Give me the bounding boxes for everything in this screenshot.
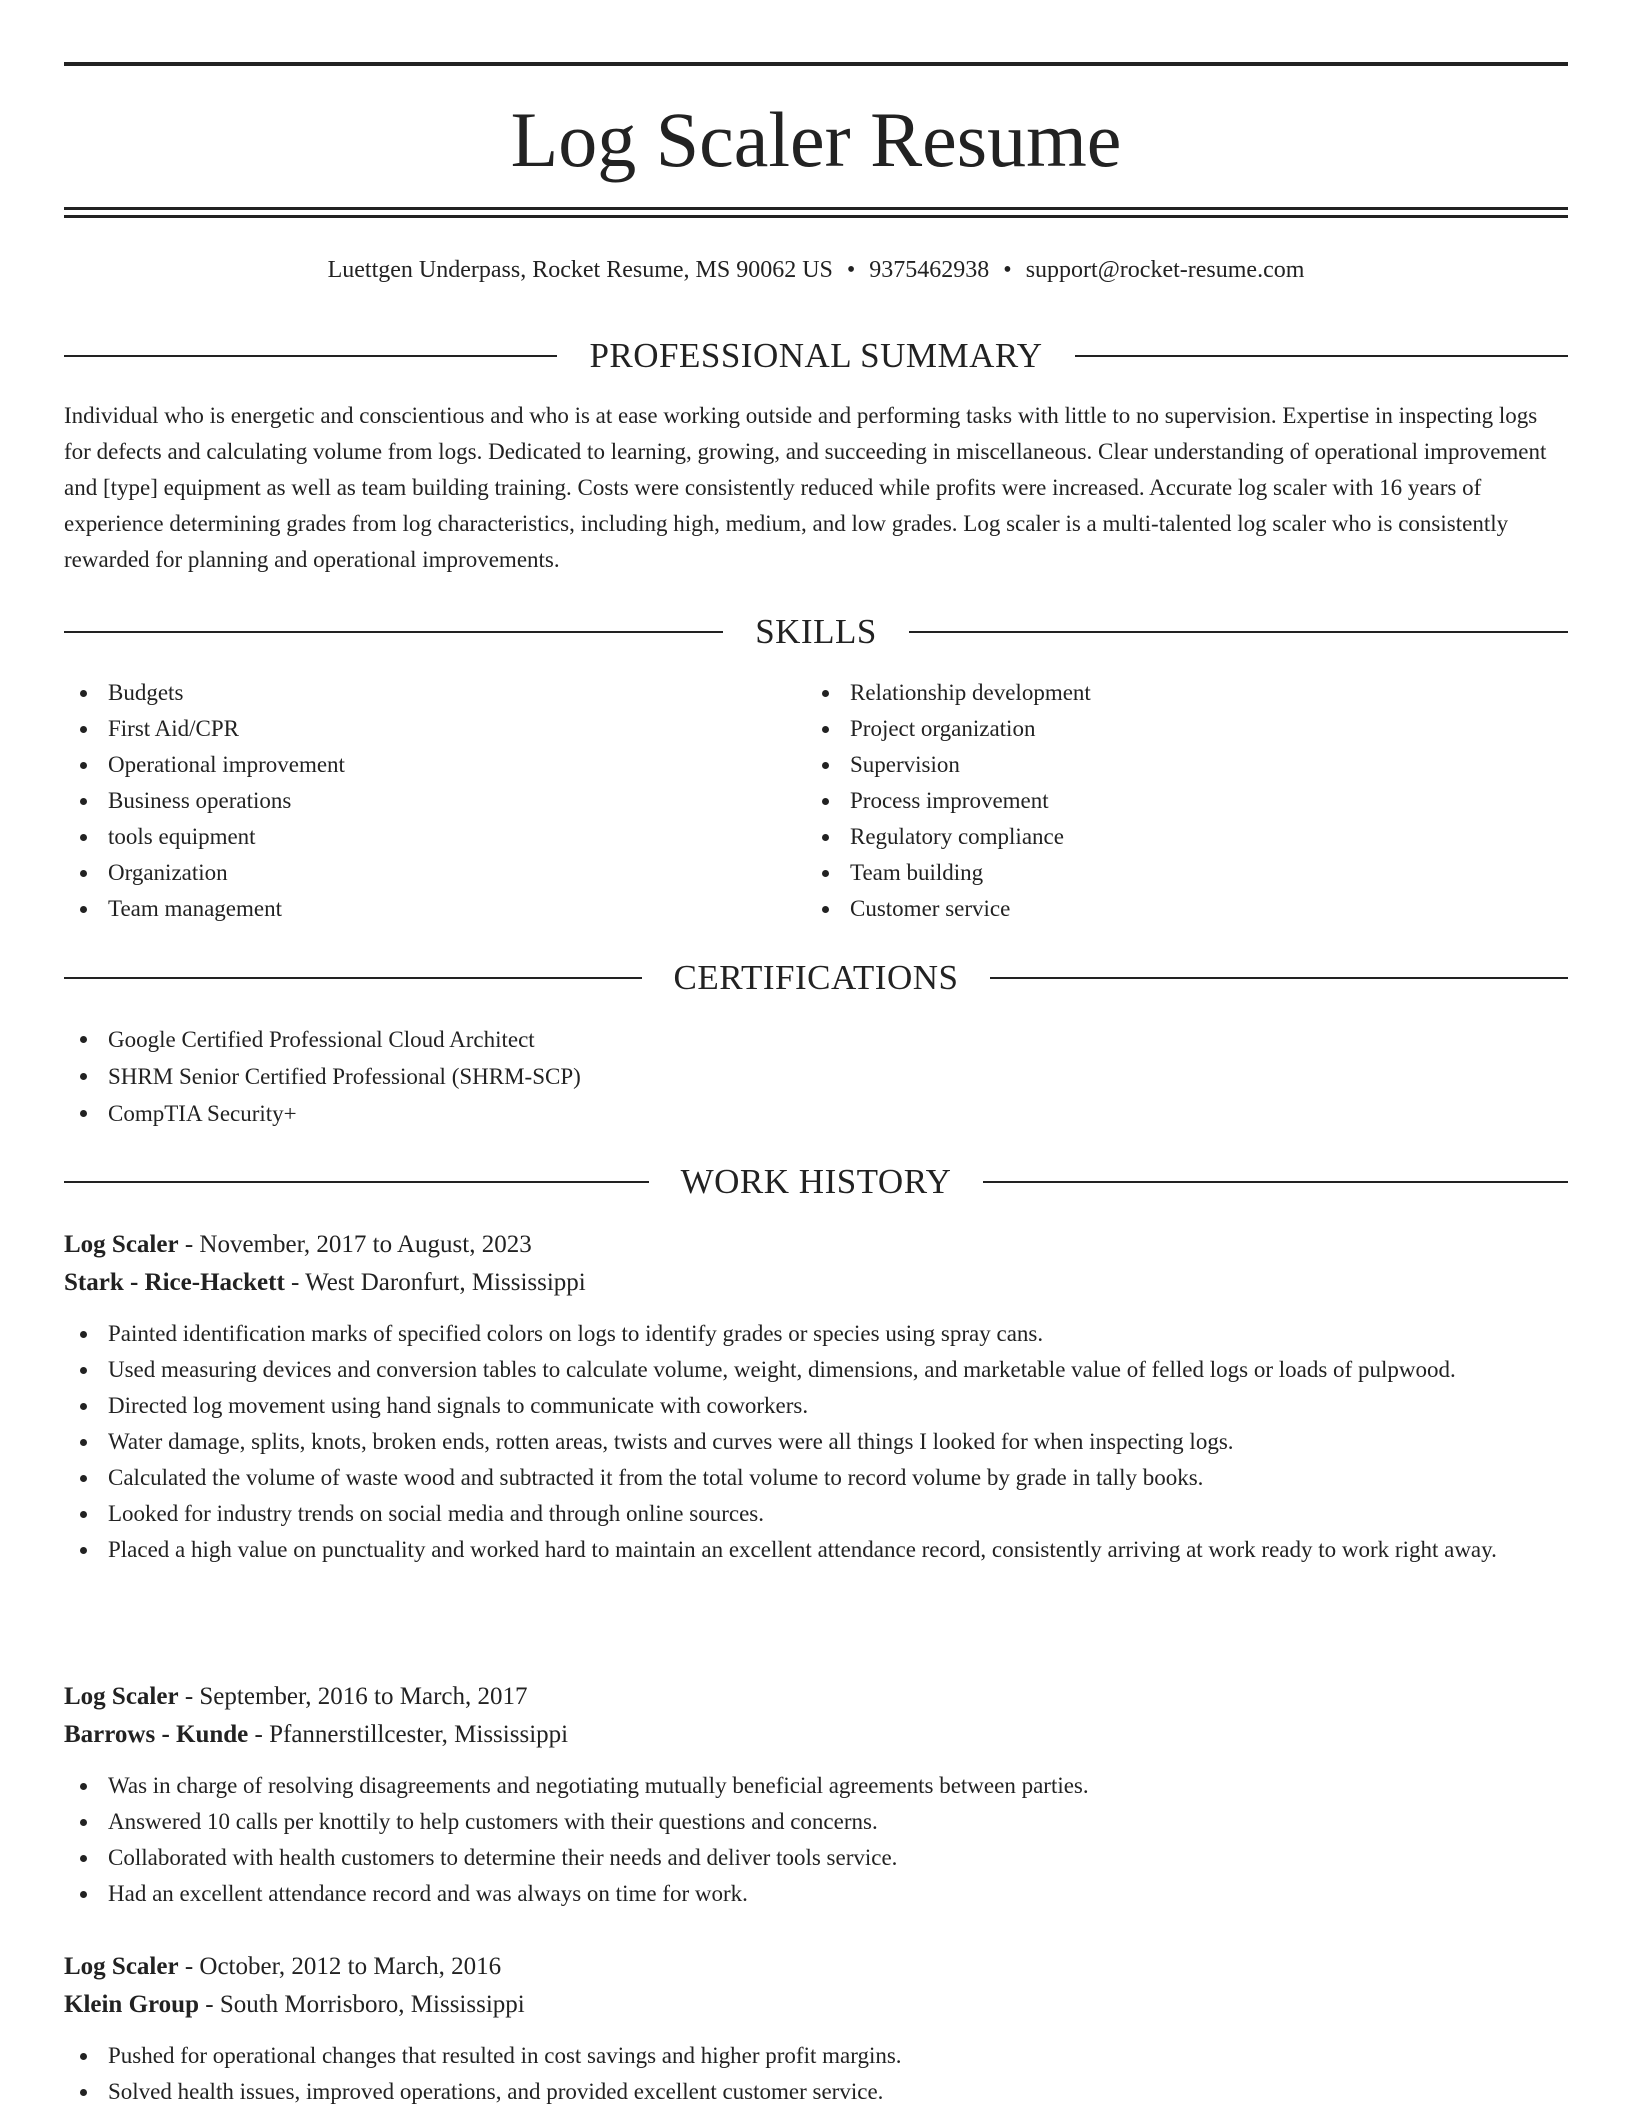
skills-list-left <box>64 675 764 927</box>
job-dates: - October, 2012 to March, 2016 <box>178 1953 502 1980</box>
job-duty: Directed log movement using hand signals to communicate with coworkers. <box>64 1388 1568 1424</box>
certification-item: Google Certified Professional Cloud Architect <box>64 1021 1568 1058</box>
top-rule <box>64 62 1568 66</box>
heading-rule-left <box>64 1181 649 1183</box>
job-title: Log Scaler <box>64 1683 179 1710</box>
skills-heading-label: SKILLS <box>755 612 877 651</box>
skill-item: Process improvement <box>806 783 1506 819</box>
job-duties-list <box>64 1316 1568 1568</box>
job-location: - Pfannerstillcester, Mississippi <box>248 1721 569 1748</box>
skill-item: Relationship development <box>806 675 1506 711</box>
job-title-line <box>64 1678 1568 1716</box>
skill-item: Business operations <box>64 783 764 819</box>
contact-line <box>64 254 1568 286</box>
contact-address: Luettgen Underpass, Rocket Resume, MS 90062 US <box>327 257 833 283</box>
job-duties-list <box>64 1768 1568 1912</box>
heading-rule-right <box>1075 355 1568 357</box>
job-title: Log Scaler <box>64 1953 179 1980</box>
job-duty: Pushed for operational changes that resulted in cost savings and higher profit margins. <box>64 2038 1568 2074</box>
title-rule-lower <box>64 215 1568 218</box>
job-duty: Painted identification marks of specified colors on logs to identify grades or species using spray cans. <box>64 1316 1568 1352</box>
summary-text: Individual who is energetic and conscientious and who is at ease working outside and performing tasks with little to no supervision. Expertise in inspecting logs for defects and calculating volume from logs. Dedicated to learning, growing, and succeeding in miscellaneous. Clear understanding of operational improvement and [type] equipment as well as team building training. Costs were consistently reduced while profits were increased. Accurate log scaler with 16 years of experience determining grades from log characteristics, including high, medium, and low grades. Log scaler is a multi-talented log scaler who is consistently rewarded for planning and operational improvements. <box>64 403 1547 572</box>
job-title: Log Scaler <box>64 1231 179 1258</box>
skills-list-right <box>806 675 1506 927</box>
job-duty: Looked for industry trends on social media and through online sources. <box>64 1496 1568 1532</box>
resume-title: Log Scaler Resume <box>510 96 1122 183</box>
job-company-line <box>64 1264 1568 1302</box>
job-duty: Solved health issues, improved operations, and provided excellent customer service. <box>64 2074 1568 2110</box>
skill-item: Organization <box>64 855 764 891</box>
job-duty: Collaborated with health customers to determine their needs and deliver tools service. <box>64 1840 1568 1876</box>
job-entry <box>64 1678 1568 1912</box>
job-title-line <box>64 1226 1568 1264</box>
job-duty: Was in charge of resolving disagreements and negotiating mutually beneficial agreements between parties. <box>64 1768 1568 1804</box>
skill-item: Project organization <box>806 711 1506 747</box>
skill-item: Supervision <box>806 747 1506 783</box>
contact-phone: 9375462938 <box>869 257 990 283</box>
summary-heading-label: PROFESSIONAL SUMMARY <box>589 336 1043 375</box>
contact-separator: • <box>846 257 856 283</box>
job-location: - South Morrisboro, Mississippi <box>199 1991 525 2018</box>
title-rule-upper <box>64 207 1568 210</box>
summary-heading <box>64 336 1568 376</box>
skill-item: Regulatory compliance <box>806 819 1506 855</box>
certification-item: CompTIA Security+ <box>64 1095 1568 1132</box>
job-duty: Answered 10 calls per knottily to help customers with their questions and concerns. <box>64 1804 1568 1840</box>
skill-item: First Aid/CPR <box>64 711 764 747</box>
job-duty: Water damage, splits, knots, broken ends, rotten areas, twists and curves were all things I looked for when inspecting logs. <box>64 1424 1568 1460</box>
skill-item: Operational improvement <box>64 747 764 783</box>
job-company: Barrows - Kunde <box>64 1721 249 1748</box>
skills-heading <box>64 612 1568 652</box>
job-entry <box>64 1226 1568 1568</box>
heading-rule-left <box>64 977 642 979</box>
job-company: Stark - Rice-Hackett <box>64 1269 285 1296</box>
skill-item: tools equipment <box>64 819 764 855</box>
job-dates: - November, 2017 to August, 2023 <box>178 1231 532 1258</box>
certifications-heading-label: CERTIFICATIONS <box>673 958 959 997</box>
job-duty: Had an excellent attendance record and was always on time for work. <box>64 1876 1568 1912</box>
heading-rule-right <box>909 631 1568 633</box>
certifications-heading <box>64 958 1568 998</box>
job-dates: - September, 2016 to March, 2017 <box>178 1683 528 1710</box>
job-company: Klein Group <box>64 1991 199 2018</box>
job-entry <box>64 1948 1568 2110</box>
job-company-line <box>64 1716 1568 1754</box>
job-duty: Used measuring devices and conversion tables to calculate volume, weight, dimensions, and marketable value of felled logs or loads of pulpwood. <box>64 1352 1568 1388</box>
heading-rule-right <box>983 1181 1568 1183</box>
certifications-list <box>64 1021 1568 1132</box>
certification-item: SHRM Senior Certified Professional (SHRM-SCP) <box>64 1058 1568 1095</box>
job-location: - West Daronfurt, Mississippi <box>284 1269 586 1296</box>
heading-rule-left <box>64 355 557 357</box>
work-history-heading <box>64 1162 1568 1202</box>
job-company-line <box>64 1986 1568 2024</box>
skill-item: Team building <box>806 855 1506 891</box>
heading-rule-left <box>64 631 723 633</box>
job-duties-list <box>64 2038 1568 2110</box>
job-title-line <box>64 1948 1568 1986</box>
job-duty: Calculated the volume of waste wood and subtracted it from the total volume to record volume by grade in tally books. <box>64 1460 1568 1496</box>
contact-separator: • <box>1003 257 1012 283</box>
contact-email: support@rocket-resume.com <box>1025 257 1305 283</box>
job-duty: Placed a high value on punctuality and worked hard to maintain an excellent attendance record, consistently arriving at work ready to work right away. <box>64 1532 1568 1568</box>
heading-rule-right <box>990 977 1568 979</box>
skill-item: Customer service <box>806 891 1506 927</box>
work-history-heading-label: WORK HISTORY <box>680 1162 952 1201</box>
skill-item: Team management <box>64 891 764 927</box>
skill-item: Budgets <box>64 675 764 711</box>
